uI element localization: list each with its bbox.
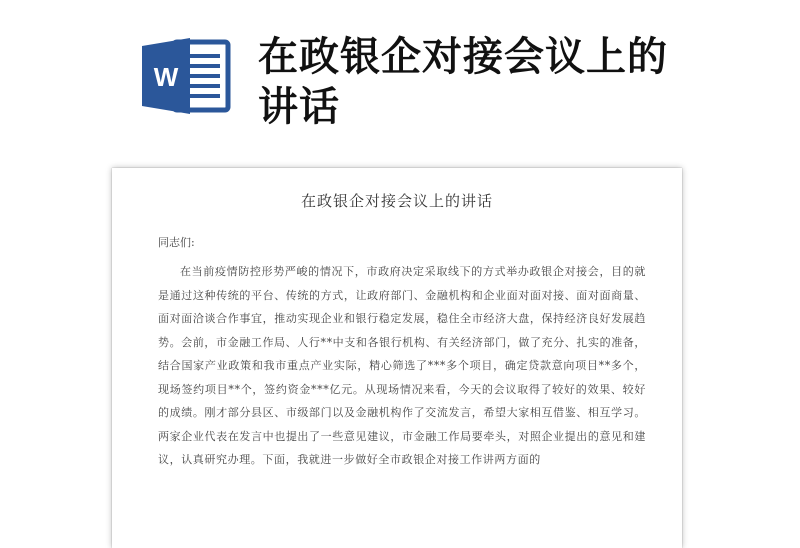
word-icon-letter: W xyxy=(153,62,179,92)
document-page xyxy=(112,168,682,548)
salutation: 同志们: xyxy=(158,236,195,249)
page-title: 在政银企对接会议上的讲话 xyxy=(258,34,668,130)
document-title: 在政银企对接会议上的讲话 xyxy=(300,192,493,210)
header xyxy=(0,0,800,160)
body-paragraph: 在当前疫情防控形势严峻的情况下，市政府决定采取线下的方式举办政银企对接会，目的就是通过这种传统的平台、传统的方式，让政府部门、金融机构和企业面对面对接、面对面商量、面对面洽谈合作事宜，推动实现企业和银行稳定发展，稳住全市经济大盘，保持经济良好发展趋势。会前，市金融工作局、人行**中支和各银行机构、有关经济部门，做了充分、扎实的准备，结合国家产业政策和我市重点产业实际，精心筛选了***多个项目，确定贷款意向项目**多个，现场签约项目**个，签约资金***亿元。从现场情况来看，今天的会议取得了较好的效果、较好的成绩。刚才部分县区、市级部门以及金融机构作了交流发言，希望大家相互借鉴、相互学习。两家企业代表在发言中也提出了一些意见建议，市金融工作局要牵头，对照企业提出的意见和建议，认真研究办理。下面，我就进一步做好全市政银企对接工作讲两方面的 xyxy=(158,265,646,466)
word-document-icon xyxy=(140,36,232,116)
